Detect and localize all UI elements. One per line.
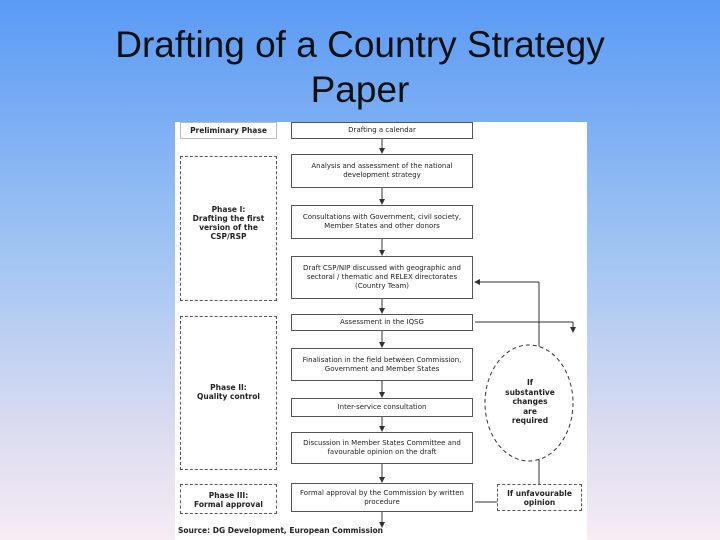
- slide-title: [0, 22, 720, 112]
- step-analysis: Analysis and assessment of the national development strategy: [291, 154, 473, 188]
- phase-1-line-1: Phase I:: [211, 205, 246, 214]
- step-finalisation: Finalisation in the field between Commission, Government and Member States: [291, 348, 473, 381]
- source-caption: Source: DG Development, European Commission: [178, 526, 384, 535]
- step-consultations: Consultations with Government, civil society, Member States and other donors: [291, 205, 473, 239]
- phase-2-line-2: Quality control: [197, 392, 260, 401]
- step-formal-approval: Formal approval by the Commission by written procedure: [291, 483, 473, 512]
- unfavourable-line-1: If unfavourable: [507, 488, 572, 498]
- loop-note-line-5: required: [511, 416, 549, 426]
- loop-note-line-1: If: [526, 378, 534, 388]
- phase-3-line-2: Formal approval: [194, 500, 263, 509]
- slide-title-line-2: Paper: [310, 69, 410, 110]
- phase-preliminary-label: Preliminary Phase: [190, 126, 267, 135]
- phase-1-line-4: CSP/RSP: [210, 232, 247, 241]
- unfavourable-line-2: opinion: [523, 497, 556, 507]
- step-draft-csp-nip: Draft CSP/NIP discussed with geographic and sectoral / thematic and RELEX directorates (Country Team): [291, 256, 473, 299]
- step-assessment-iqsg: Assessment in the IQSG: [291, 314, 473, 331]
- phase-preliminary: [180, 122, 277, 139]
- substantive-changes-note: [487, 344, 573, 460]
- phase-1: [180, 156, 277, 301]
- step-inter-service: Inter-service consultation: [291, 398, 473, 417]
- unfavourable-opinion-box: [497, 484, 582, 511]
- step-drafting-calendar: Drafting a calendar: [291, 122, 473, 139]
- step-member-states-committee: Discussion in Member States Committee and favourable opinion on the draft: [291, 432, 473, 464]
- flowchart-diagram: [175, 122, 587, 540]
- phase-1-line-3: version of the: [199, 223, 258, 232]
- phase-2: [180, 316, 277, 470]
- loop-note-line-3: changes: [512, 397, 548, 407]
- loop-note-line-2: substantive: [505, 387, 555, 397]
- phase-1-line-2: Drafting the first: [192, 214, 265, 223]
- phase-2-line-1: Phase II:: [210, 383, 247, 392]
- slide-title-line-1: Drafting of a Country Strategy: [115, 24, 605, 65]
- phase-3: [180, 484, 277, 514]
- loop-note-line-4: are: [523, 406, 537, 416]
- phase-3-line-1: Phase III:: [208, 491, 249, 500]
